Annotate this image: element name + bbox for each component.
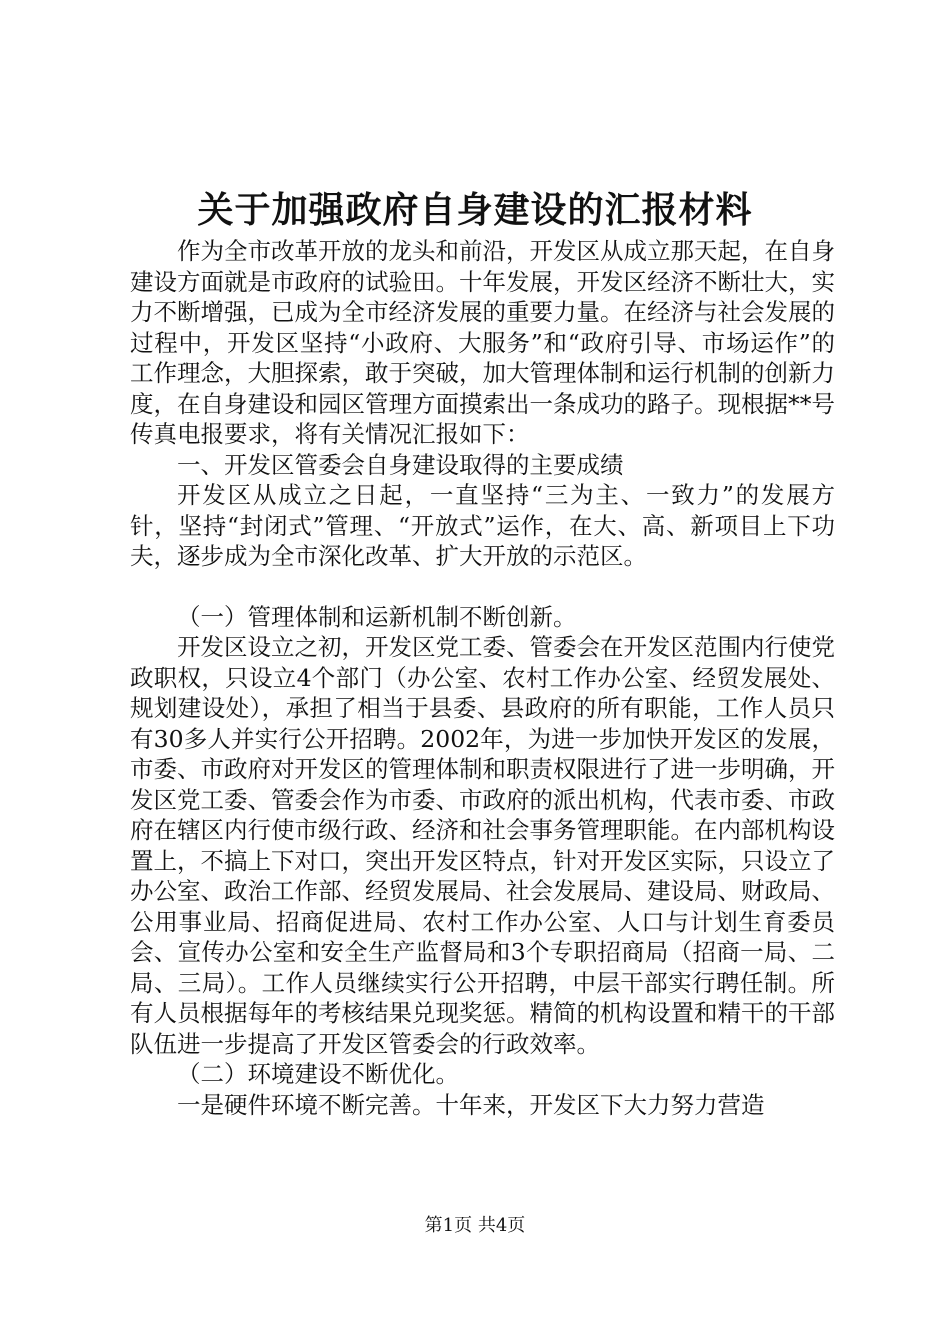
subsection-1-paragraph: 开发区设立之初，开发区党工委、管委会在开发区范围内行使党政职权，只设立4个部门（办公室、农村工作办公室、经贸发展处、规划建设处），承担了相当于县委、县政府的所有职能，工作人员只有30多人并实行公开招聘。2002年，为进一步加快开发区的发展，市委、市政府对开发区的管理体制和职责权限进行了进一步明确，开发区党工委、管委会作为市委、市政府的派出机构，代表市委、市政府在辖区内行使市级行政、经济和社会事务管理职能。在内部机构设置上，不搞上下对口，突出开发区特点，针对开发区实际，只设立了办公室、政治工作部、经贸发展局、社会发展局、建设局、财政局、公用事业局、招商促进局、农村工作办公室、人口与计划生育委员会、宣传办公室和安全生产监督局和3个专职招商局（招商一局、二局、三局）。工作人员继续实行公开招聘，中层干部实行聘任制。所有人员根据每年的考核结果兑现奖惩。精简的机构设置和精干的干部队伍进一步提高了开发区管委会的行政效率。: [130, 633, 835, 1058]
intro-paragraph: 作为全市改革开放的龙头和前沿，开发区从成立那天起，在自身建设方面就是市政府的试验田。十年发展，开发区经济不断壮大，实力不断增强，已成为全市经济发展的重要力量。在经济与社会发展的过程中，开发区坚持“小政府、大服务”和“政府引导、市场运作”的工作理念，大胆探索，敢于突破，加大管理体制和运行机制的创新力度，在自身建设和园区管理方面摸索出一条成功的路子。现根据**号传真电报要求，将有关情况汇报如下：: [130, 237, 835, 448]
section-1-paragraph: 开发区从成立之日起，一直坚持“三为主、一致力”的发展方针，坚持“封闭式”管理、“开放式”运作，在大、高、新项目上下功夫，逐步成为全市深化改革、扩大开放的示范区。: [130, 481, 835, 570]
subsection-2-paragraph: 一是硬件环境不断完善。十年来，开发区下大力努力营造: [177, 1090, 765, 1119]
paragraph-gap: [130, 572, 835, 602]
page-number: 第1页 共4页: [424, 1215, 526, 1236]
subsection-heading-1: （一）管理体制和运新机制不断创新。: [177, 602, 577, 631]
document-title: 关于加强政府自身建设的汇报材料: [197, 189, 753, 231]
section-heading-1: 一、开发区管委会自身建设取得的主要成绩: [177, 450, 624, 479]
document-body: [130, 236, 835, 1120]
subsection-heading-2: （二）环境建设不断优化。: [177, 1060, 459, 1088]
